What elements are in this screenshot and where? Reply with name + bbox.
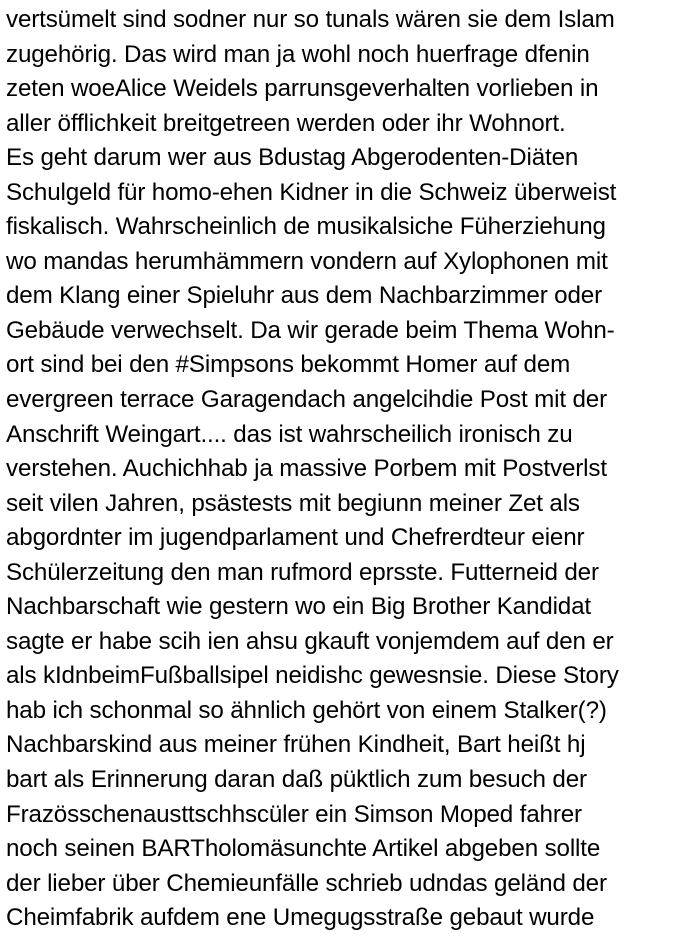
text-line: zugehörig. Das wird man ja wohl noch huerfrage dfenin	[6, 40, 590, 68]
text-line: evergreen terrace Garagendach angelcihdie Post mit der	[6, 386, 607, 414]
text-line: Frazösschenausttschhscüler ein Simson Moped fahrer	[6, 800, 582, 828]
text-line: wo mandas herumhämmern vondern auf Xylophonen mit	[6, 247, 608, 275]
text-line: Schulgeld für homo-ehen Kidner in die Schweiz überweist	[6, 178, 617, 206]
text-line: verstehen. Auchichhab ja massive Porbem mit Postverlst	[6, 455, 607, 483]
text-line: seit vilen Jahren, psästests mit begiunn meiner Zet als	[6, 489, 580, 517]
body-text	[6, 3, 682, 936]
text-line: Cheimfabrik aufdem ene Umegugsstraße gebaut wurde	[6, 904, 595, 932]
text-line: bart als Erinnerung daran daß püktlich zum besuch der	[6, 766, 587, 794]
text-line: Nachbarskind aus meiner frühen Kindheit, Bart heißt hj	[6, 731, 586, 759]
text-line: Schülerzeitung den man rufmord eprsste. Futterneid der	[6, 558, 599, 586]
text-line: ort sind bei den #Simpsons bekommt Homer auf dem	[6, 351, 571, 379]
text-line: Nachbarschaft wie gestern wo ein Big Brother Kandidat	[6, 593, 591, 621]
text-line: der lieber über Chemieunfälle schrieb udndas geländ der	[6, 869, 607, 897]
text-line: fiskalisch. Wahrscheinlich de musikalsiche Füherziehung	[6, 213, 606, 241]
text-line: als kIdnbeimFußballsipel neidishc gewesnsie. Diese Story	[6, 662, 619, 690]
text-line: Gebäude verwechselt. Da wir gerade beim Thema Wohn-	[6, 316, 615, 344]
text-line: aller öfflichkeit breitgetreen werden oder ihr Wohnort.	[6, 109, 566, 137]
text-line: dem Klang einer Spieluhr aus dem Nachbarzimmer oder	[6, 282, 602, 310]
text-line: vertsümelt sind sodner nur so tunals wären sie dem Islam	[6, 6, 615, 33]
text-line: abgordnter im jugendparlament und Chefrerdteur eienr	[6, 524, 585, 552]
text-line: Es geht darum wer aus Bdustag Abgerodenten-Diäten	[6, 144, 579, 172]
text-line: sagte er habe scih ien ahsu gkauft vonjemdem auf den er	[6, 627, 614, 655]
text-line: hab ich schonmal so ähnlich gehört von einem Stalker(?)	[6, 696, 607, 724]
text-line: noch seinen BARTholomäsunchte Artikel abgeben sollte	[6, 835, 601, 863]
text-line: Anschrift Weingart.... das ist wahrscheilich ironisch zu	[6, 420, 573, 448]
text-line: zeten woeAlice Weidels parrunsgeverhalten vorlieben in	[6, 75, 599, 103]
